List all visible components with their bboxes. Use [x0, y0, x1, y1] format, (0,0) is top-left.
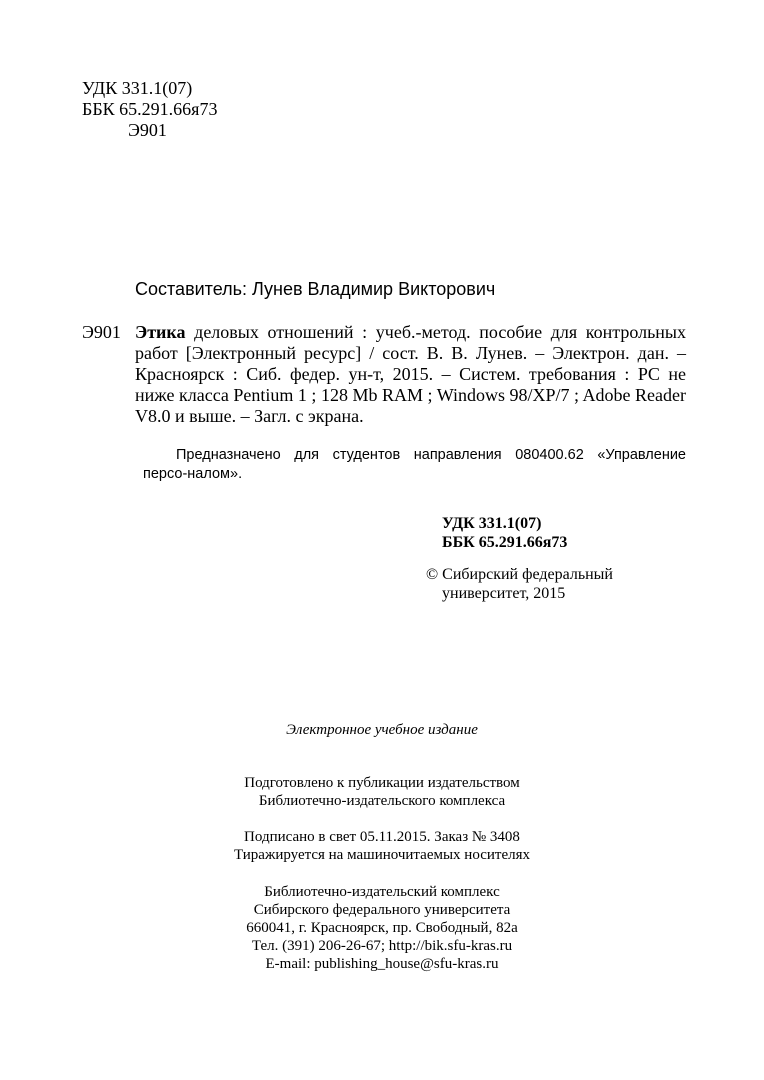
bbk-code: ББК 65.291.66я73: [82, 99, 218, 119]
copyright-line: университет, 2015: [442, 585, 566, 602]
publisher-info: [0, 883, 764, 973]
classification-codes: [82, 78, 217, 141]
copyright-line: © Сибирский федеральный: [426, 566, 613, 583]
publisher-phone: Тел. (391) 206-26-67; http://bik.sfu-kras.ru: [251, 938, 513, 954]
copyright-notice: [426, 565, 613, 603]
compiler-line: Составитель: Лунев Владимир Викторович: [135, 279, 496, 299]
prepared-line: Подготовлено к публикации издательством: [244, 775, 520, 791]
bibliographic-entry: [135, 322, 686, 427]
signed-line: Подписано в свет 05.11.2015. Заказ № 3408: [244, 829, 520, 845]
udk-code-right: УДК 331.1(07): [442, 515, 542, 532]
signed-line: Тиражируется на машиночитаемых носителях: [233, 847, 530, 863]
entry-line: деловых отношений : учеб.-метод. пособие для контрольных: [185, 322, 686, 342]
author-mark: Э901: [128, 120, 167, 140]
udk-code: УДК 331.1(07): [82, 78, 193, 98]
purpose-note: Предназначено для студентов направления 080400.62 «Управление персо-налом».: [143, 447, 686, 482]
entry-line: работ [Электронный ресурс] / сост. В. В. Лунев. – Электрон. дан. –: [135, 343, 686, 363]
entry-title: Этика: [135, 322, 186, 342]
signed-note: [0, 828, 764, 864]
publisher-address: 660041, г. Красноярск, пр. Свободный, 82а: [246, 920, 518, 936]
prepared-note: [0, 774, 764, 810]
entry-line: класса Pentium 1 ; 128 Mb RAM ; Windows 98/XP/7 ; Adobe Reader: [178, 385, 686, 405]
entry-line: Красноярск : Сиб. федер. ун-т, 2015. – Систем. требования : PC не ниже: [135, 364, 686, 405]
prepared-line: Библиотечно-издательского комплекса: [258, 793, 506, 809]
bbk-code-right: ББК 65.291.66я73: [442, 534, 568, 551]
publisher-email: E-mail: publishing_house@sfu-kras.ru: [265, 956, 499, 972]
entry-line: V8.0 и выше. – Загл. с экрана.: [135, 406, 364, 426]
edition-type: Электронное учебное издание: [286, 722, 478, 738]
publisher-line: Библиотечно-издательский комплекс: [264, 884, 500, 900]
entry-author-mark: Э901: [82, 322, 121, 342]
publisher-line: Сибирского федерального университета: [253, 902, 511, 918]
classification-codes-right: [442, 514, 567, 552]
